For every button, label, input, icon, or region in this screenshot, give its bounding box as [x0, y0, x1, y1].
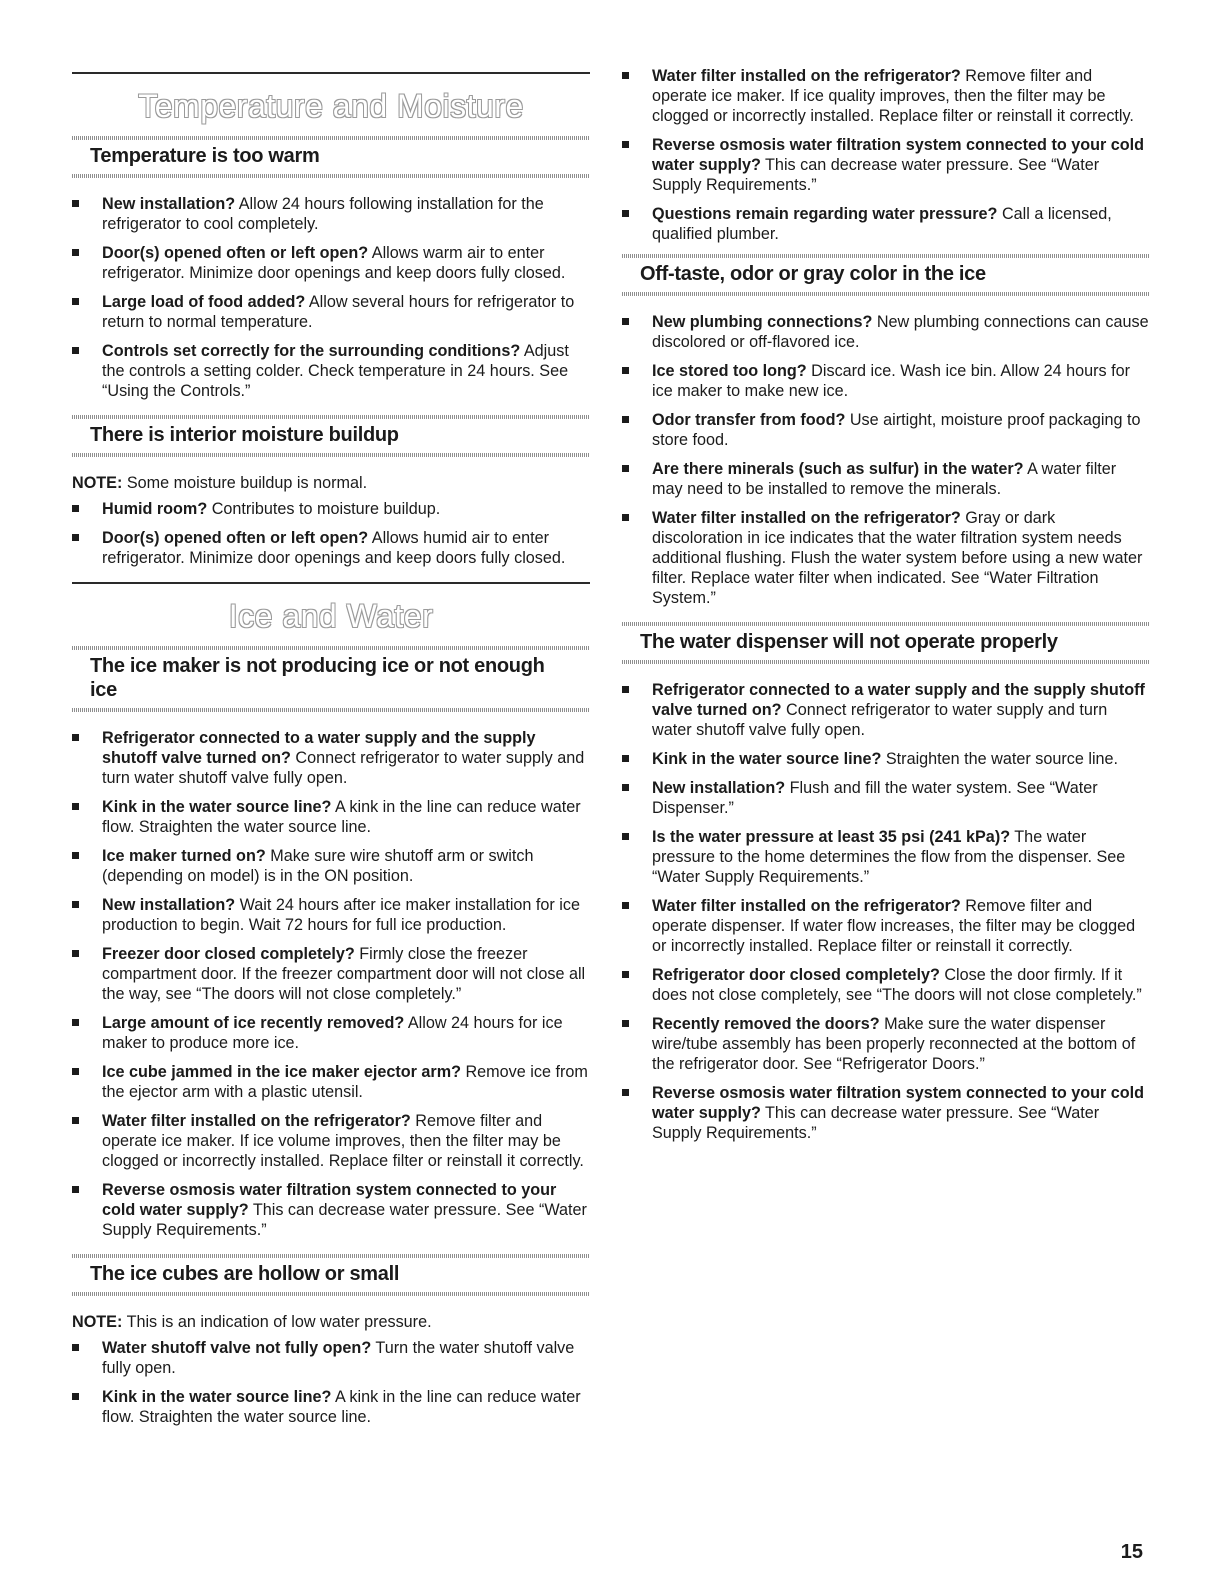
bullet-square-icon — [72, 298, 79, 305]
bullet-square-icon — [622, 686, 629, 693]
bullet-square-icon — [72, 1019, 79, 1026]
list-item: Kink in the water source line? A kink in the line can reduce water flow. Straighten the water source line. — [72, 797, 590, 837]
note-hollow: NOTE: This is an indication of low water pressure. — [72, 1313, 432, 1331]
bullet-square-icon — [72, 200, 79, 207]
list-item: Odor transfer from food? Use airtight, moisture proof packaging to store food. — [622, 410, 1150, 450]
list-item: Ice cube jammed in the ice maker ejector arm? Remove ice from the ejector arm with a plastic utensil. — [72, 1062, 590, 1102]
list-moisture — [72, 499, 590, 568]
list-item: Door(s) opened often or left open? Allows humid air to enter refrigerator. Minimize door openings and keep doors fully closed. — [72, 528, 590, 568]
subsection-heading — [72, 646, 590, 712]
bullet-square-icon — [622, 210, 629, 217]
bullet-square-icon — [622, 318, 629, 325]
list-item: Refrigerator connected to a water supply and the supply shutoff valve turned on? Connect refrigerator to water supply and turn water shutoff valve fully open. — [622, 680, 1150, 740]
bullet-square-icon — [72, 950, 79, 957]
subsection-heading — [622, 622, 1150, 664]
bullet-square-icon — [622, 367, 629, 374]
bullet-square-icon — [622, 784, 629, 791]
bullet-square-icon — [622, 416, 629, 423]
bullet-square-icon — [622, 971, 629, 978]
list-item: Water filter installed on the refrigerator? Remove filter and operate ice maker. If ice quality improves, then the filter may be clogged or incorrectly installed. Replace filter or reinstall it correctly. — [622, 66, 1150, 126]
heading-not-producing: The ice maker is not producing ice or not enough ice — [90, 655, 545, 701]
bullet-square-icon — [622, 902, 629, 909]
section-rule — [72, 582, 590, 584]
list-item: New installation? Wait 24 hours after ice maker installation for ice production to begin. Wait 72 hours for full ice production. — [72, 895, 590, 935]
section-title-ice-water: Ice and Water — [228, 598, 434, 634]
heading-hollow: The ice cubes are hollow or small — [90, 1263, 400, 1285]
bullet-square-icon — [72, 1068, 79, 1075]
heading-moisture: There is interior moisture buildup — [90, 424, 399, 446]
list-item: Kink in the water source line? A kink in the line can reduce water flow. Straighten the water source line. — [72, 1387, 590, 1427]
subsection-heading — [72, 136, 590, 178]
list-item: Reverse osmosis water filtration system connected to your cold water supply? This can decrease water pressure. See “Water Supply Requirements.” — [622, 135, 1150, 195]
list-too-warm — [72, 194, 590, 401]
list-item: Humid room? Contributes to moisture buildup. — [72, 499, 590, 519]
bullet-square-icon — [72, 803, 79, 810]
heading-off-taste: Off-taste, odor or gray color in the ice — [640, 263, 986, 285]
list-item: Door(s) opened often or left open? Allows warm air to enter refrigerator. Minimize door openings and keep doors fully closed. — [72, 243, 590, 283]
page-number: 15 — [1120, 1541, 1143, 1563]
bullet-square-icon — [622, 1020, 629, 1027]
list-item: Refrigerator connected to a water supply and the supply shutoff valve turned on? Connect refrigerator to water supply and turn water shutoff valve fully open. — [72, 728, 590, 788]
bullet-square-icon — [622, 141, 629, 148]
bullet-square-icon — [72, 1393, 79, 1400]
list-item: Reverse osmosis water filtration system connected to your cold water supply? This can decrease water pressure. See “Water Supply Requirements.” — [72, 1180, 590, 1240]
list-dispenser — [622, 680, 1150, 1143]
subsection-heading — [72, 415, 590, 457]
list-item: Water filter installed on the refrigerator? Remove filter and operate ice maker. If ice volume improves, then the filter may be clogged or incorrectly installed. Replace filter or reinstall it correctly. — [72, 1111, 590, 1171]
bullet-square-icon — [72, 1186, 79, 1193]
bullet-square-icon — [622, 465, 629, 472]
bullet-square-icon — [622, 72, 629, 79]
list-not-producing — [72, 728, 590, 1240]
bullet-square-icon — [622, 755, 629, 762]
section-title-temperature: Temperature and Moisture — [138, 88, 524, 124]
bullet-square-icon — [72, 505, 79, 512]
list-item: Freezer door closed completely? Firmly close the freezer compartment door. If the freezer compartment door will not close all the way, see “The doors will not close completely.” — [72, 944, 590, 1004]
list-item: Ice maker turned on? Make sure wire shutoff arm or switch (depending on model) is in the ON position. — [72, 846, 590, 886]
subsection-heading — [622, 254, 1150, 296]
bullet-square-icon — [622, 833, 629, 840]
list-item: Reverse osmosis water filtration system connected to your cold water supply? This can decrease water pressure. See “Water Supply Requirements.” — [622, 1083, 1150, 1143]
list-hollow — [72, 1338, 590, 1427]
bullet-square-icon — [72, 534, 79, 541]
list-item: Is the water pressure at least 35 psi (241 kPa)? The water pressure to the home determines the flow from the dispenser. See “Water Supply Requirements.” — [622, 827, 1150, 887]
list-item: Large amount of ice recently removed? Allow 24 hours for ice maker to produce more ice. — [72, 1013, 590, 1053]
bullet-square-icon — [72, 1344, 79, 1351]
heading-dispenser: The water dispenser will not operate properly — [640, 631, 1058, 653]
bullet-square-icon — [72, 734, 79, 741]
list-item: Kink in the water source line? Straighten the water source line. — [622, 749, 1150, 769]
list-item: Water filter installed on the refrigerator? Remove filter and operate dispenser. If water flow increases, the filter may be clogged or incorrectly installed. Replace filter or reinstall it correctly. — [622, 896, 1150, 956]
bullet-square-icon — [72, 901, 79, 908]
bullet-square-icon — [622, 1089, 629, 1096]
left-column — [72, 72, 590, 1436]
right-column — [622, 66, 1150, 1152]
list-item: Ice stored too long? Discard ice. Wash ice bin. Allow 24 hours for ice maker to make new ice. — [622, 361, 1150, 401]
list-item: New installation? Flush and fill the water system. See “Water Dispenser.” — [622, 778, 1150, 818]
heading-too-warm: Temperature is too warm — [90, 145, 320, 167]
list-continued — [622, 66, 1150, 244]
list-item: Questions remain regarding water pressure? Call a licensed, qualified plumber. — [622, 204, 1150, 244]
list-off-taste — [622, 312, 1150, 608]
bullet-square-icon — [72, 852, 79, 859]
list-item: Water shutoff valve not fully open? Turn the water shutoff valve fully open. — [72, 1338, 590, 1378]
subsection-heading — [72, 1254, 590, 1296]
bullet-square-icon — [622, 514, 629, 521]
list-item: Are there minerals (such as sulfur) in the water? A water filter may need to be installed to remove the minerals. — [622, 459, 1150, 499]
list-item: Water filter installed on the refrigerator? Gray or dark discoloration in ice indicates that the water filtration system needs additional flushing. Flush the water system before using a new water filter. Replace water filter when indicated. See “Water Filtration System.” — [622, 508, 1150, 608]
section-rule — [72, 72, 590, 74]
list-item: Refrigerator door closed completely? Close the door firmly. If it does not close completely, see “The doors will not close completely.” — [622, 965, 1150, 1005]
list-item: New installation? Allow 24 hours following installation for the refrigerator to cool completely. — [72, 194, 590, 234]
bullet-square-icon — [72, 249, 79, 256]
bullet-square-icon — [72, 347, 79, 354]
bullet-square-icon — [72, 1117, 79, 1124]
list-item: Large load of food added? Allow several hours for refrigerator to return to normal temperature. — [72, 292, 590, 332]
note-moisture: NOTE: Some moisture buildup is normal. — [72, 474, 368, 492]
list-item: Recently removed the doors? Make sure the water dispenser wire/tube assembly has been properly reconnected at the bottom of the refrigerator door. See “Refrigerator Doors.” — [622, 1014, 1150, 1074]
list-item: New plumbing connections? New plumbing connections can cause discolored or off-flavored ice. — [622, 312, 1150, 352]
list-item: Controls set correctly for the surrounding conditions? Adjust the controls a setting colder. Check temperature in 24 hours. See “Using the Controls.” — [72, 341, 590, 401]
